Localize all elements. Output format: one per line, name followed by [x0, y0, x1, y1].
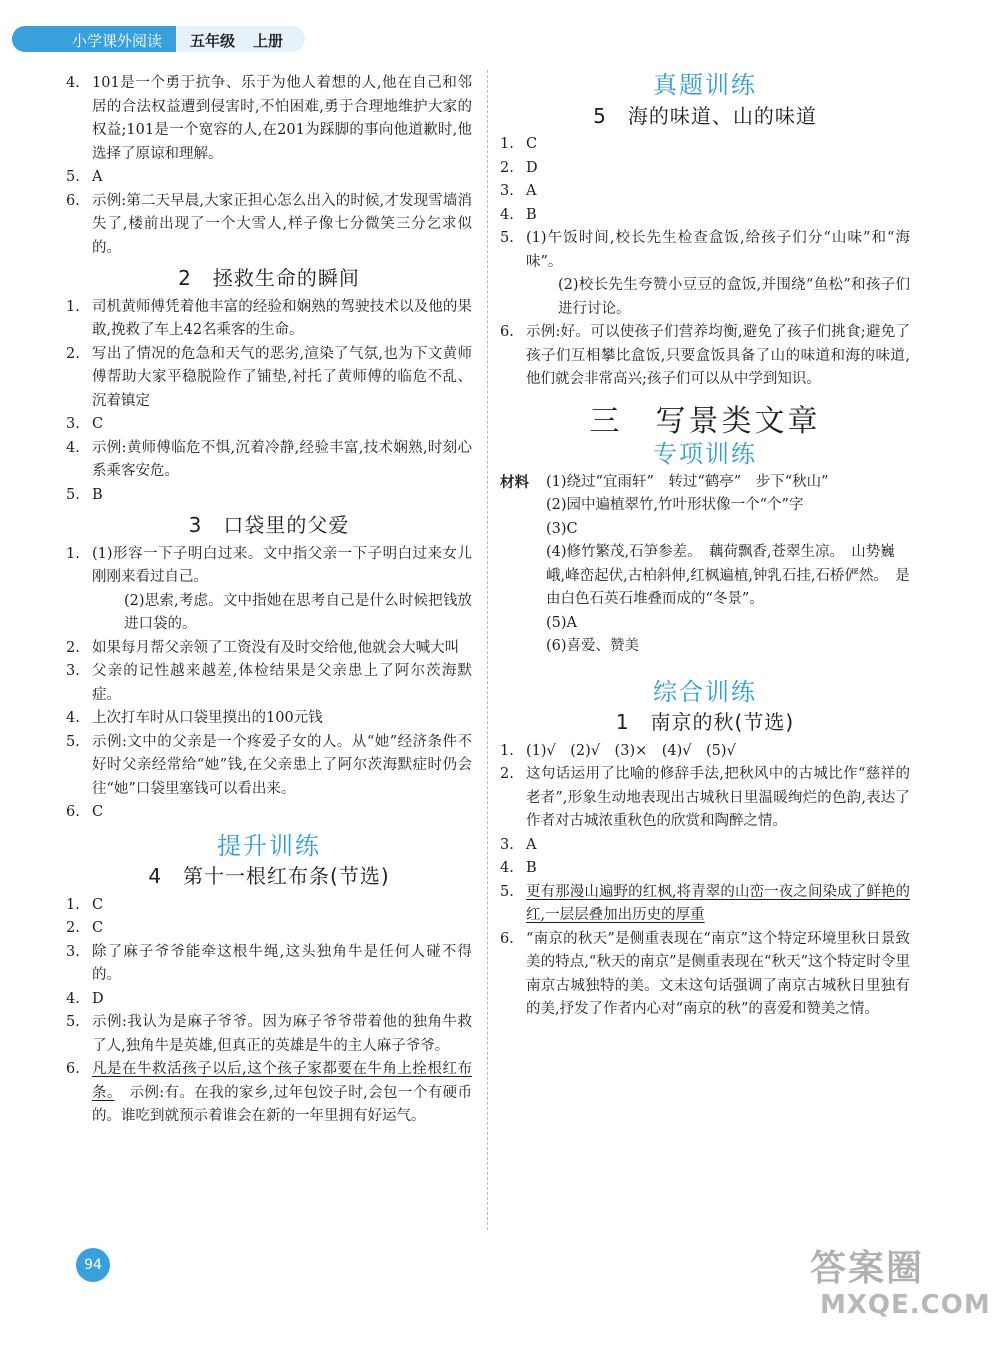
answer-item	[66, 731, 472, 802]
item-text: 除了麻子爷爷能牵这根牛绳,这头独角牛是任何人碰不得的。	[92, 943, 472, 983]
item-text: 司机黄师傅凭着他丰富的经验和娴熟的驾驶技术以及他的果敢,挽救了车上42名乘客的生命。	[92, 298, 472, 338]
answer-item	[500, 227, 910, 274]
item-text: D	[92, 990, 104, 1007]
item-number: 1.	[500, 136, 514, 152]
answer-item	[66, 590, 472, 637]
answer-item	[500, 157, 910, 181]
item-number: 1.	[500, 742, 514, 759]
watermark-url: MXQE.COM	[820, 1290, 991, 1320]
material-item: (1)绕过“宜雨轩” 转过“鹤亭” 步下“秋山”	[546, 473, 829, 490]
item-number: 5.	[500, 230, 514, 246]
real-exam-heading: 真题训练	[653, 71, 757, 99]
column-divider	[487, 70, 488, 1230]
item-text: 上次打车时从口袋里摸出的100元钱	[92, 710, 323, 726]
answer-item	[500, 274, 910, 321]
item-number: 4.	[500, 860, 514, 876]
answer-item	[66, 190, 472, 261]
item-text: 101是一个勇于抗争、乐于为他人着想的人,他在自己和邻居的合法权益遭到侵害时,不怕困难,勇于合理地维护大家的权益;101是一个宽容的人,在201为踩脚的事向他道歉时,他选择了原谅和理解。	[92, 75, 472, 162]
underlined-text: 更有那漫山遍野的红枫,将青翠的山峦一夜之间染成了鲜艳的红,一层层叠加出历史的厚重	[526, 883, 910, 923]
item-number: 4.	[500, 206, 514, 223]
left-column	[66, 72, 472, 1129]
answer-item	[500, 180, 910, 204]
item-text: C	[92, 416, 104, 432]
item-text: A	[526, 183, 537, 199]
page-header	[12, 26, 305, 52]
item-number: 2.	[66, 920, 80, 936]
section-5-title: 5 海的味道、山的味道	[593, 103, 817, 128]
item-number: 4.	[66, 990, 80, 1007]
item-text: (2)校长先生夸赞小豆豆的盒饭,并围绕“鱼松”和孩子们进行讨论。	[558, 277, 910, 317]
item-number: 1.	[66, 896, 80, 913]
answer-item	[66, 484, 472, 508]
material-item: (2)园中遍植翠竹,竹叶形状像一个“个”字	[546, 497, 804, 513]
item-text: C	[92, 804, 104, 820]
item-number: 2.	[66, 345, 80, 362]
item-text: (2)思索,考虑。文中指她在思考自己是什么时候把钱放进口袋的。	[124, 592, 472, 632]
material-block	[500, 471, 910, 659]
answer-item	[66, 296, 472, 343]
answer-item	[500, 133, 910, 157]
answer-item	[66, 1011, 472, 1058]
answer-rest: 示例:有。在我的家乡,过年包饺子时,会包一个有硬币的。谁吃到就预示着谁会在新的一年里拥有好运气。	[92, 1084, 473, 1124]
item-number: 1.	[66, 545, 80, 562]
item-number: 2.	[66, 639, 80, 656]
answer-item	[66, 637, 472, 661]
answer-item	[66, 941, 472, 988]
material-item: (6)喜爱、赞美	[546, 638, 640, 654]
item-number: 2.	[500, 159, 514, 176]
answer-item	[66, 543, 472, 590]
left-top-answers	[66, 72, 472, 260]
underlined-text: 凡是在牛救活孩子以后,这个孩子家都要在牛角上拴根红布条。	[92, 1061, 472, 1101]
item-text: (1)形容一下子明白过来。文中指父亲一下子明白过来女儿刚刚来看过自己。	[92, 545, 472, 585]
nanjing-title: 1 南京的秋(节选)	[615, 710, 795, 734]
item-text: 父亲的记性越来越差,体检结果是父亲患上了阿尔茨海默症。	[92, 663, 472, 703]
item-number: 6.	[500, 324, 514, 340]
section-5-answers	[500, 133, 910, 392]
item-text: A	[92, 169, 103, 185]
watermark-logo: 答案圈	[810, 1248, 925, 1289]
item-number: 1.	[66, 298, 80, 315]
item-text: C	[92, 896, 104, 913]
item-text: B	[526, 206, 537, 223]
item-number: 5.	[66, 733, 80, 750]
item-text: C	[526, 136, 538, 152]
item-text: 示例:黄师傅临危不惧,沉着冷静,经验丰富,技术娴熟,时刻心系乘客安危。	[92, 439, 472, 479]
answer-item	[66, 72, 472, 166]
answer-item	[66, 343, 472, 414]
special-training-heading: 专项训练	[653, 440, 757, 468]
item-text: D	[526, 159, 538, 176]
item-number: 6.	[500, 930, 514, 947]
section-3-answers	[66, 543, 472, 825]
item-text: 示例:文中的父亲是一个疼爱子女的人。从“她”经济条件不好时父亲经常给“她”钱,在父亲患上了阿尔茨海默症时仍会往“她”口袋里塞钱可以看出来。	[92, 733, 472, 797]
item-number: 6.	[66, 804, 80, 820]
answer-item	[66, 413, 472, 437]
item-number: 5.	[66, 1014, 80, 1030]
grade-volume	[176, 26, 305, 52]
answer-item	[500, 857, 910, 881]
right-column	[500, 72, 910, 1022]
answer-item	[500, 834, 910, 858]
item-text: A	[526, 836, 537, 853]
material-label: 材料	[500, 473, 529, 491]
item-number	[92, 590, 124, 637]
item-number: 5.	[66, 486, 80, 503]
material-item: (5)A	[546, 614, 578, 631]
answer-item	[66, 988, 472, 1012]
material-item: (3)C	[546, 520, 578, 537]
item-number: 6.	[66, 192, 80, 209]
answer-item	[66, 437, 472, 484]
nanjing-q5	[500, 881, 910, 928]
volume-label: 上册	[253, 31, 284, 50]
item-text: 示例:好。可以使孩子们营养均衡,避免了孩子们挑食;避免了孩子们互相攀比盒饭,只要盒饭具备了山的味道和海的味道,他们就会非常高兴;孩子们可以从中学到知识。	[526, 324, 910, 387]
item-text: B	[526, 860, 537, 876]
item-text: (1)√ (2)√ (3)× (4)√ (5)√	[526, 742, 736, 759]
answer-item	[66, 894, 472, 918]
item-number: 3.	[66, 663, 80, 679]
item-number: 2.	[500, 766, 514, 782]
item-text: 写出了情况的危急和天气的恶劣,渲染了气氛,也为下文黄师傅帮助大家平稳脱险作了铺垫,衬托了黄师傅的临危不乱、沉着镇定	[92, 345, 472, 409]
item-number: 5.	[500, 883, 514, 900]
answer-item	[66, 707, 472, 731]
item-text: “南京的秋天”是侧重表现在“南京”这个特定环境里秋日景致美的特点,“秋天的南京”是侧重表现在“秋天”这个特定时令里南京古城独特的美。文末这句话强调了南京古城秋日里独有的美,抒发了作者内心对“南京的秋”的喜爱和赞美之情。	[526, 930, 910, 1017]
nanjing-q6	[500, 928, 910, 1022]
item-number: 6.	[66, 1061, 80, 1077]
item-number: 4.	[66, 439, 80, 456]
item-number: 4.	[66, 710, 80, 726]
nanjing-answers	[500, 740, 910, 881]
section-4-answers	[66, 894, 472, 1059]
item-number: 5.	[66, 169, 80, 185]
answer-item	[500, 740, 910, 764]
page-number-badge: 94	[76, 1248, 110, 1282]
series-title: 小学课外阅读	[12, 26, 176, 52]
section-2-answers	[66, 296, 472, 508]
answer-item	[66, 660, 472, 707]
section-4-q6	[66, 1058, 472, 1129]
answer-item	[66, 166, 472, 190]
item-number: 4.	[66, 75, 80, 91]
material-item: (4)修竹繁茂,石笋参差。 藕荷飘香,苍翠生凉。 山势巍峨,峰峦起伏,古柏斜伸,红枫遍植,钟乳石挂,石桥俨然。 是由白色石英石堆叠而成的“冬景”。	[546, 544, 910, 607]
item-text	[92, 1058, 472, 1129]
answer-item	[66, 917, 472, 941]
item-text: 示例:第二天早晨,大家正担心怎么出入的时候,才发现雪墙消失了,楼前出现了一个大雪人,样子像七分微笑三分乞求似的。	[92, 192, 472, 256]
answer-item	[66, 801, 472, 825]
item-number: 3.	[66, 416, 80, 432]
material-answers	[546, 471, 910, 659]
item-text: C	[92, 920, 104, 936]
item-text: 如果每月帮父亲领了工资没有及时交给他,他就会大喊大叫	[92, 639, 460, 656]
item-text: 这句话运用了比喻的修辞手法,把秋风中的古城比作“慈祥的老者”,形象生动地表现出古城秋日里温暖绚烂的色韵,表达了作者对古城浓重秋色的欣赏和陶醉之情。	[526, 766, 910, 829]
upgrade-training-heading: 提升训练	[217, 831, 321, 860]
section-4-title: 4 第十一根红布条(节选)	[148, 864, 390, 888]
answer-item	[500, 321, 910, 392]
unit-title: 三 写景类文章	[589, 403, 821, 439]
answer-item	[500, 763, 910, 834]
comprehensive-training-heading: 综合训练	[653, 677, 757, 706]
item-text: B	[92, 486, 103, 503]
item-number: 3.	[500, 836, 514, 853]
item-number	[526, 274, 558, 321]
section-2-title: 2 拯救生命的瞬间	[178, 266, 360, 290]
item-text: 示例:我认为是麻子爷爷。因为麻子爷爷带着他的独角牛救了人,独角牛是英雄,但真正的英雄是牛的主人麻子爷爷。	[92, 1014, 472, 1054]
grade-label: 五年级	[190, 31, 236, 50]
item-text: (1)午饭时间,校长先生检查盒饭,给孩子们分“山味”和“海味”。	[526, 230, 910, 270]
answer-item	[500, 204, 910, 228]
item-number: 3.	[66, 943, 80, 960]
item-number: 3.	[500, 183, 514, 199]
section-3-title: 3 口袋里的父爱	[188, 513, 350, 537]
